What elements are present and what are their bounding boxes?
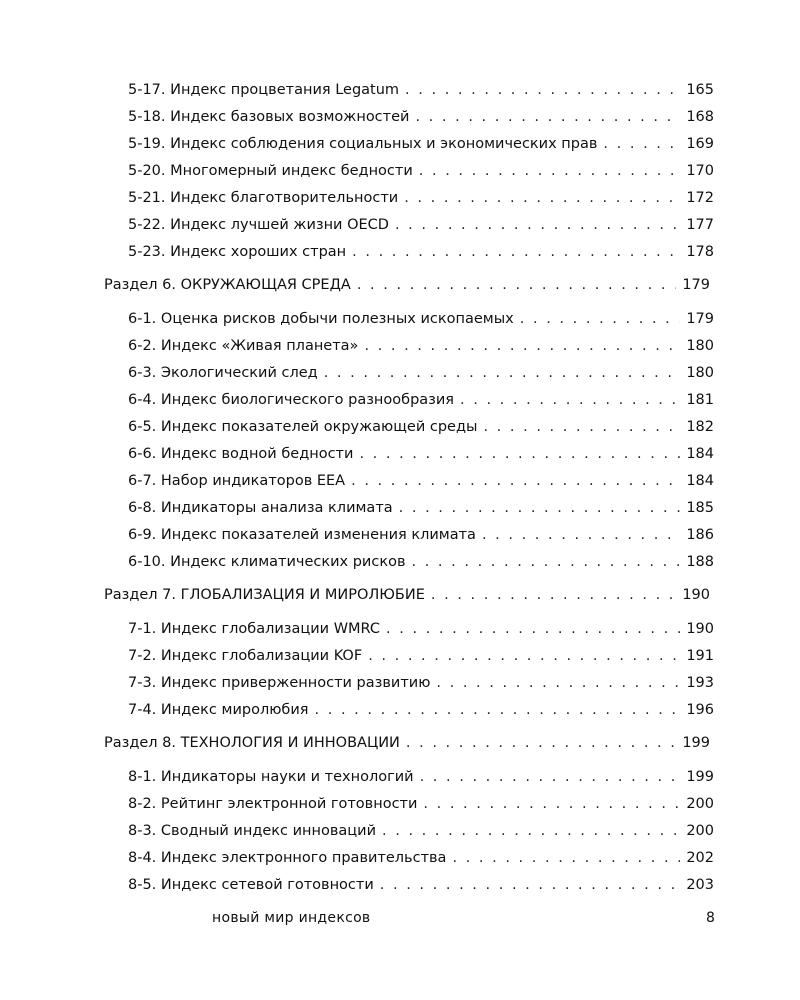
toc-entry-label: 7-3. Индекс приверженности развитию <box>128 675 431 691</box>
toc-entry-label: 6-7. Набор индикаторов EEA <box>128 473 346 489</box>
toc-entry <box>104 769 714 796</box>
dot-leader <box>412 554 681 570</box>
toc-entry-label: 6-6. Индекс водной бедности <box>128 446 354 462</box>
dot-leader <box>382 823 680 839</box>
toc-entry <box>104 338 714 365</box>
toc-entry-page: 190 <box>686 621 714 637</box>
toc-entry-page: 203 <box>686 877 714 893</box>
toc-entry-label: 6-1. Оценка рисков добычи полезных ископаемых <box>128 311 514 327</box>
page-number: 8 <box>706 910 715 926</box>
toc-entry-label: 6-8. Индикаторы анализа климата <box>128 500 393 516</box>
toc-entry <box>104 675 714 702</box>
dot-leader <box>406 735 676 751</box>
dot-leader <box>482 527 680 543</box>
toc-entry-page: 179 <box>682 277 710 293</box>
dot-leader <box>520 311 681 327</box>
dot-leader <box>399 500 681 516</box>
toc-entry-page: 193 <box>686 675 714 691</box>
toc-entry-page: 169 <box>686 136 714 152</box>
toc-section-entry <box>104 581 714 621</box>
dot-leader <box>404 190 680 206</box>
toc-entry-label: 6-4. Индекс биологического разнообразия <box>128 392 455 408</box>
toc-entry-page: 178 <box>686 244 714 260</box>
toc-entry-label: 8-2. Рейтинг электронной готовности <box>128 796 418 812</box>
toc-entry <box>104 500 714 527</box>
toc-entry <box>104 217 714 244</box>
toc-entry-page: 182 <box>686 419 714 435</box>
toc-entry-label: 8-4. Индекс электронного правительства <box>128 850 447 866</box>
toc-section-entry <box>104 271 714 311</box>
toc-entry <box>104 419 714 446</box>
dot-leader <box>431 587 676 603</box>
dot-leader <box>351 473 680 489</box>
toc-entry <box>104 109 714 136</box>
toc-entry-label: 5-22. Индекс лучшей жизни OECD <box>128 217 389 233</box>
dot-leader <box>359 446 680 462</box>
toc-entry-page: 172 <box>686 190 714 206</box>
toc-entry-page: 200 <box>686 796 714 812</box>
toc-entry-page: 199 <box>686 769 714 785</box>
toc-entry-label: 5-17. Индекс процветания Legatum <box>128 82 400 98</box>
toc-entry-label: Раздел 7. ГЛОБАЛИЗАЦИЯ И МИРОЛЮБИЕ <box>104 587 425 603</box>
toc-entry-page: 185 <box>686 500 714 516</box>
toc-entry-page: 202 <box>686 850 714 866</box>
toc-entry-label: 6-3. Экологический след <box>128 365 318 381</box>
dot-leader <box>452 850 680 866</box>
toc-entry <box>104 473 714 500</box>
dot-leader <box>315 702 681 718</box>
toc-entry-label: 6-10. Индекс климатических рисков <box>128 554 406 570</box>
toc-entry-label: 6-5. Индекс показателей окружающей среды <box>128 419 478 435</box>
toc-entry-page: 200 <box>686 823 714 839</box>
toc-entry-page: 177 <box>686 217 714 233</box>
dot-leader <box>483 419 680 435</box>
toc-entry-page: 168 <box>686 109 714 125</box>
dot-leader <box>460 392 680 408</box>
toc-entry-page: 170 <box>686 163 714 179</box>
toc-entry-label: 6-2. Индекс «Живая планета» <box>128 338 359 354</box>
toc-entry-label: 7-4. Индекс миролюбия <box>128 702 309 718</box>
toc-entry <box>104 311 714 338</box>
toc-entry <box>104 163 714 190</box>
dot-leader <box>324 365 681 381</box>
dot-leader <box>364 338 680 354</box>
toc-entry-label: 5-20. Многомерный индекс бедности <box>128 163 413 179</box>
toc-entry-page: 199 <box>682 735 710 751</box>
dot-leader <box>423 796 680 812</box>
toc-entry-page: 180 <box>686 365 714 381</box>
dot-leader <box>603 136 680 152</box>
toc-entry-label: 5-18. Индекс базовых возможностей <box>128 109 410 125</box>
toc-entry-label: 8-3. Сводный индекс инноваций <box>128 823 377 839</box>
dot-leader <box>352 244 680 260</box>
toc-entry <box>104 527 714 554</box>
toc-entry-page: 184 <box>686 473 714 489</box>
toc-entry <box>104 82 714 109</box>
toc-entry-page: 196 <box>686 702 714 718</box>
running-footer-title: новый мир индексов <box>212 910 371 926</box>
dot-leader <box>395 217 680 233</box>
toc-entry-label: 5-23. Индекс хороших стран <box>128 244 347 260</box>
toc-entry-label: 8-5. Индекс сетевой готовности <box>128 877 374 893</box>
toc-entry-page: 179 <box>686 311 714 327</box>
toc-entry <box>104 446 714 473</box>
table-of-contents <box>104 82 714 904</box>
toc-entry-label: 7-2. Индекс глобализации KOF <box>128 648 363 664</box>
toc-entry <box>104 554 714 581</box>
toc-entry <box>104 621 714 648</box>
toc-entry <box>104 877 714 904</box>
toc-entry-page: 186 <box>686 527 714 543</box>
toc-entry <box>104 850 714 877</box>
dot-leader <box>357 277 676 293</box>
toc-entry-page: 190 <box>682 587 710 603</box>
dot-leader <box>405 82 680 98</box>
toc-entry <box>104 136 714 163</box>
toc-entry-label: 6-9. Индекс показателей изменения климата <box>128 527 476 543</box>
toc-section-entry <box>104 729 714 769</box>
dot-leader <box>436 675 680 691</box>
dot-leader <box>368 648 680 664</box>
toc-entry <box>104 823 714 850</box>
toc-entry-page: 188 <box>686 554 714 570</box>
toc-entry-page: 181 <box>686 392 714 408</box>
toc-entry-page: 165 <box>686 82 714 98</box>
toc-entry <box>104 702 714 729</box>
toc-entry <box>104 796 714 823</box>
toc-entry <box>104 392 714 419</box>
toc-entry-label: 8-1. Индикаторы науки и технологий <box>128 769 414 785</box>
dot-leader <box>419 163 681 179</box>
toc-entry <box>104 365 714 392</box>
dot-leader <box>420 769 681 785</box>
toc-entry-page: 191 <box>686 648 714 664</box>
toc-entry <box>104 648 714 675</box>
toc-entry-page: 184 <box>686 446 714 462</box>
dot-leader <box>386 621 680 637</box>
dot-leader <box>380 877 681 893</box>
toc-entry-label: 7-1. Индекс глобализации WMRC <box>128 621 381 637</box>
toc-entry-label: 5-19. Индекс соблюдения социальных и экономических прав <box>128 136 598 152</box>
toc-entry-label: Раздел 6. ОКРУЖАЮЩАЯ СРЕДА <box>104 277 351 293</box>
dot-leader <box>415 109 680 125</box>
toc-entry <box>104 190 714 217</box>
toc-entry-label: 5-21. Индекс благотворительности <box>128 190 399 206</box>
toc-entry <box>104 244 714 271</box>
toc-entry-label: Раздел 8. ТЕХНОЛОГИЯ И ИННОВАЦИИ <box>104 735 400 751</box>
toc-entry-page: 180 <box>686 338 714 354</box>
